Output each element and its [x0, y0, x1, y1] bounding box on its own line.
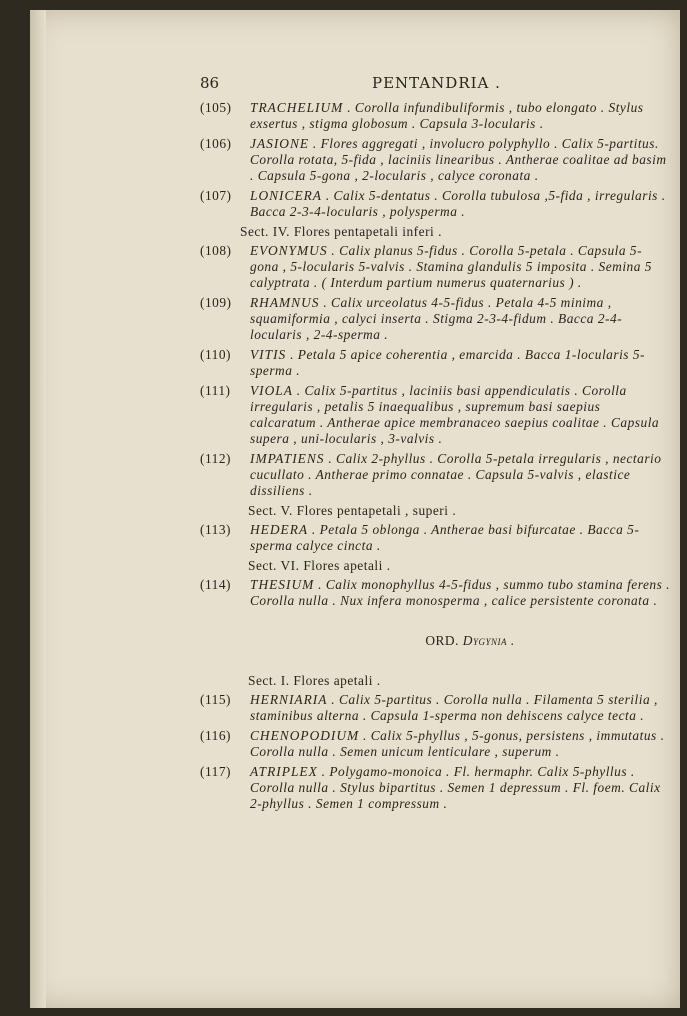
- genus-entry: [200, 728, 670, 760]
- entry-number: (108): [200, 243, 232, 258]
- genus-entry: [200, 243, 670, 291]
- genus-description: . Petala 5 oblonga . Antherae basi bifurcatae . Bacca 5-sperma calyce cincta .: [250, 522, 640, 553]
- entry-number: (109): [200, 295, 232, 310]
- order-label: ORD.: [425, 633, 459, 648]
- entry-number: (111): [200, 383, 231, 398]
- genus-name: CHENOPODIUM: [250, 728, 360, 743]
- genus-entry: [200, 347, 670, 379]
- genus-name: THESIUM: [250, 577, 315, 592]
- genus-description: . Calix 5-phyllus , 5-gonus, persistens , immutatus . Corolla nulla . Semen unicum lenticulare , superum .: [250, 728, 665, 759]
- page-gutter: [30, 10, 46, 1008]
- genus-entry: [200, 136, 670, 184]
- page-body: [200, 100, 670, 816]
- genus-description: . Calix planus 5-fidus . Corolla 5-petala . Capsula 5-gona , 5-locularis 5-valvis . Stamina glandulis 5 imposita . Semina 5 calyptrata . ( Interdum partium numerus quaternarius ) .: [250, 243, 652, 290]
- genus-entry: [200, 188, 670, 220]
- genus-entry: [200, 451, 670, 499]
- section-heading: Sect. VI. Flores apetali .: [248, 558, 391, 573]
- genus-name: ATRIPLEX: [250, 764, 318, 779]
- entry-number: (106): [200, 136, 232, 151]
- genus-entry: [200, 692, 670, 724]
- entry-number: (107): [200, 188, 232, 203]
- genus-name: RHAMNUS: [250, 295, 320, 310]
- genus-description: . Corolla infundibuliformis , tubo elongato . Stylus exsertus , stigma globosum . Capsula 3-locularis .: [250, 100, 644, 131]
- genus-description: . Calix 5-partitus . Corolla nulla . Filamenta 5 sterilia , staminibus alterna . Capsula 1-sperma non dehiscens calyce tecta .: [250, 692, 658, 723]
- genus-name: EVONYMUS: [250, 243, 328, 258]
- genus-entry: [200, 522, 670, 554]
- section-heading: Sect. IV. Flores pentapetali inferi .: [240, 224, 442, 239]
- genus-entry: [200, 577, 670, 609]
- entry-number: (105): [200, 100, 232, 115]
- running-title: PENTANDRIA .: [372, 74, 501, 92]
- genus-entry: [200, 383, 670, 447]
- genus-description: . Calix 5-dentatus . Corolla tubulosa ,5-fida , irregularis . Bacca 2-3-4-locularis , polysperma .: [250, 188, 666, 219]
- genus-description: . Calix 5-partitus , laciniis basi appendiculatis . Corolla irregularis , petalis 5 inaequalibus , supremum basi saepius calcaratum . Antherae apice membranaceo saepius coalitae . Capsula supera , uni-locularis , 3-valvis .: [250, 383, 660, 446]
- genus-name: VIOLA: [250, 383, 293, 398]
- genus-name: JASIONE: [250, 136, 310, 151]
- genus-description: . Calix urceolatus 4-5-fidus . Petala 4-5 minima , squamiformia , calyci inserta . Stigma 2-3-4-fidum . Bacca 2-4-locularis , 2-4-sperma .: [250, 295, 623, 342]
- order-heading: [200, 633, 670, 649]
- genus-entry: [200, 100, 670, 132]
- genus-entry: [200, 764, 670, 812]
- genus-description: . Calix 2-phyllus . Corolla 5-petala irregularis , nectario cucullato . Antherae primo connatae . Capsula 5-valvis , elastice dissiliens .: [250, 451, 662, 498]
- genus-name: LONICERA: [250, 188, 322, 203]
- page-number: 86: [200, 74, 220, 92]
- genus-name: HEDERA: [250, 522, 309, 537]
- genus-name: IMPATIENS: [250, 451, 325, 466]
- entry-number: (116): [200, 728, 232, 743]
- section-heading: Sect. I. Flores apetali .: [248, 673, 381, 688]
- entry-number: (117): [200, 764, 232, 779]
- order-name: Dygynia .: [462, 633, 515, 648]
- page-header: [200, 74, 640, 98]
- genus-description: . Flores aggregati , involucro polyphyllo . Calix 5-partitus. Corolla rotata, 5-fida , laciniis linearibus . Antherae coalitae ad basim . Capsula 5-gona , 2-locularis , calyce coronata .: [250, 136, 667, 183]
- genus-description: . Polygamo-monoica . Fl. hermaphr. Calix 5-phyllus . Corolla nulla . Stylus bipartitus . Semen 1 depressum . Fl. foem. Calix 2-phyllus . Semen 1 compressum .: [250, 764, 661, 811]
- genus-description: . Calix monophyllus 4-5-fidus , summo tubo stamina ferens . Corolla nulla . Nux infera monosperma , calice persistente coronata .: [250, 577, 670, 608]
- entry-number: (114): [200, 577, 232, 592]
- entry-number: (112): [200, 451, 232, 466]
- genus-entry: [200, 295, 670, 343]
- genus-name: HERNIARIA: [250, 692, 328, 707]
- section-heading: Sect. V. Flores pentapetali , superi .: [248, 503, 457, 518]
- entry-number: (113): [200, 522, 232, 537]
- entry-number: (110): [200, 347, 232, 362]
- entry-number: (115): [200, 692, 232, 707]
- genus-description: . Petala 5 apice coherentia , emarcida . Bacca 1-locularis 5-sperma .: [250, 347, 645, 378]
- genus-name: TRACHELIUM: [250, 100, 344, 115]
- genus-name: VITIS: [250, 347, 287, 362]
